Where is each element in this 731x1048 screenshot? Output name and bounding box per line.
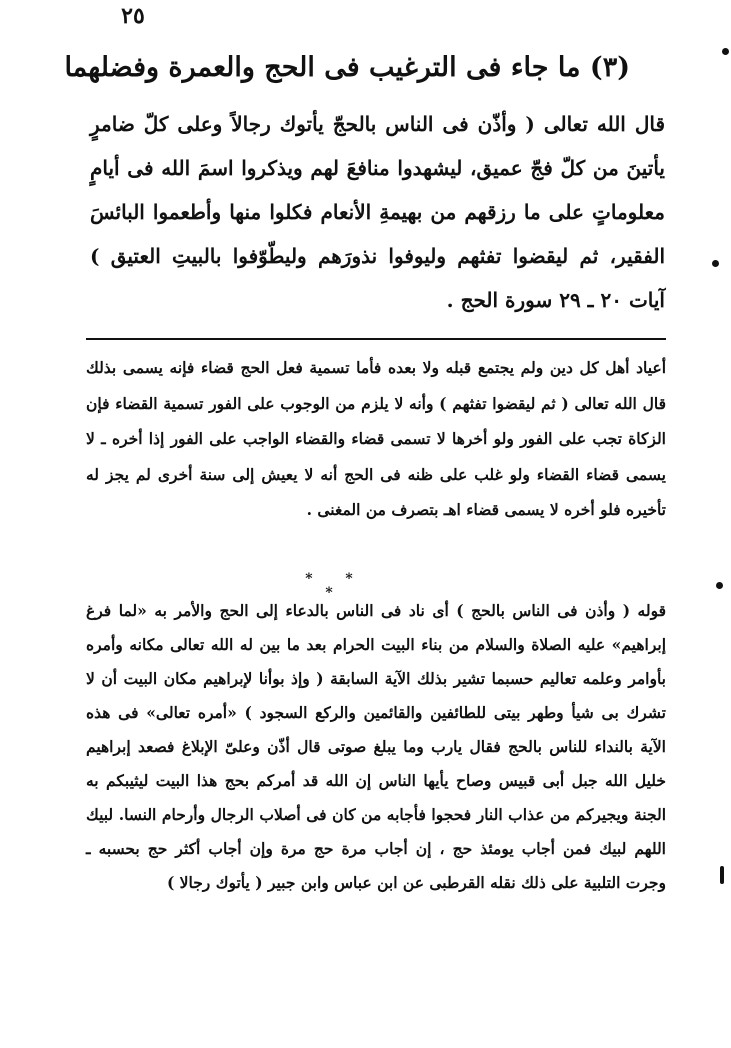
commentary-main xyxy=(86,594,666,900)
commentary-continued xyxy=(86,350,666,528)
quran-verse-text: قال الله تعالى ( وأذّن فى الناس بالحجّ يأتوك رجالاً وعلى كلّ ضامرٍ يأتينَ من كلّ فجّ عميق، ليشهدوا منافعَ لهم ويذكروا اسمَ الله فى أيامٍ معلوماتٍ على ما رزقهم من بهيمةِ الأنعام فكلوا منها وأطعموا البائسَ الفقير، ثم ليقضوا تفثهم وليوفوا نذورَهم وليطّوّفوا بالبيتِ العتيق ) آيات ٢٠ ـ ٢٩ سورة الحج . xyxy=(90,112,665,312)
page-number: ٢٥ xyxy=(121,3,145,29)
commentary-paragraph-1: أعياد أهل كل دين ولم يجتمع قبله ولا بعده فأما تسمية فعل الحج قضاء فإنه يسمى بذلك قال الله تعالى ( ثم ليقضوا تفثهم ) وأنه لا يلزم من الوجوب على الفور تسمية القضاء فإن الزكاة تجب على الفور ولو أخرها لا تسمى قضاء والقضاء الواجب على الفور إذا أخره ـ لا يسمى قضاء القضاء ولو غلب على ظنه فى الحج أنه لا يعيش إلى سنة أخرى لم يجز له تأخيره فلو أخره لا يسمى قضاء اهـ بتصرف من المغنى . xyxy=(86,358,666,519)
section-divider xyxy=(86,338,666,340)
margin-dot xyxy=(712,260,719,267)
chapter-title: (٣) ما جاء فى الترغيب فى الحج والعمرة وفضلهما xyxy=(64,52,630,83)
quran-verse-block xyxy=(90,102,665,322)
margin-dot xyxy=(722,48,729,55)
margin-dot xyxy=(720,866,724,884)
commentary-paragraph-2: قوله ( وأذن فى الناس بالحج ) أى ناد فى الناس بالدعاء إلى الحج والأمر به «لما فرغ إبراهيم» عليه الصلاة والسلام من بناء البيت الحرام بعد ما بين له الله تعالى مكانه وأمره بأوامر وعلمه تعاليم حسبما تشير بذلك الآية السابقة ( وإذ بوأنا لإبراهيم مكان البيت أن لا تشرك بى شيأ وطهر بيتى للطائفين والقائمين والركع السجود ) «أمره تعالى» فى هذه الآية بالنداء للناس بالحج فقال يارب وما يبلغ صوتى قال أذّن وعلىّ الإبلاغ فصعد إبراهيم خليل الله جبل أبى قبيس وصاح يأيها الناس إن الله قد أمركم بحج هذا البيت ليثيبكم به الجنة ويجيركم من عذاب النار فحجوا فأجابه من كان فى أصلاب الرجال وأرحام النسا. لبيك اللهم لبيك فمن أجاب يومئذ حج ، إن أجاب مرة حج مرة وإن أجاب أكثر حج بحسبه ـ وجرت التلبية على ذلك نقله القرطبى عن ابن عباس وابن جبير ( يأتوك رجالا ) xyxy=(86,601,666,892)
asterisk-separator: * * * xyxy=(305,571,367,601)
margin-dot xyxy=(716,582,723,589)
